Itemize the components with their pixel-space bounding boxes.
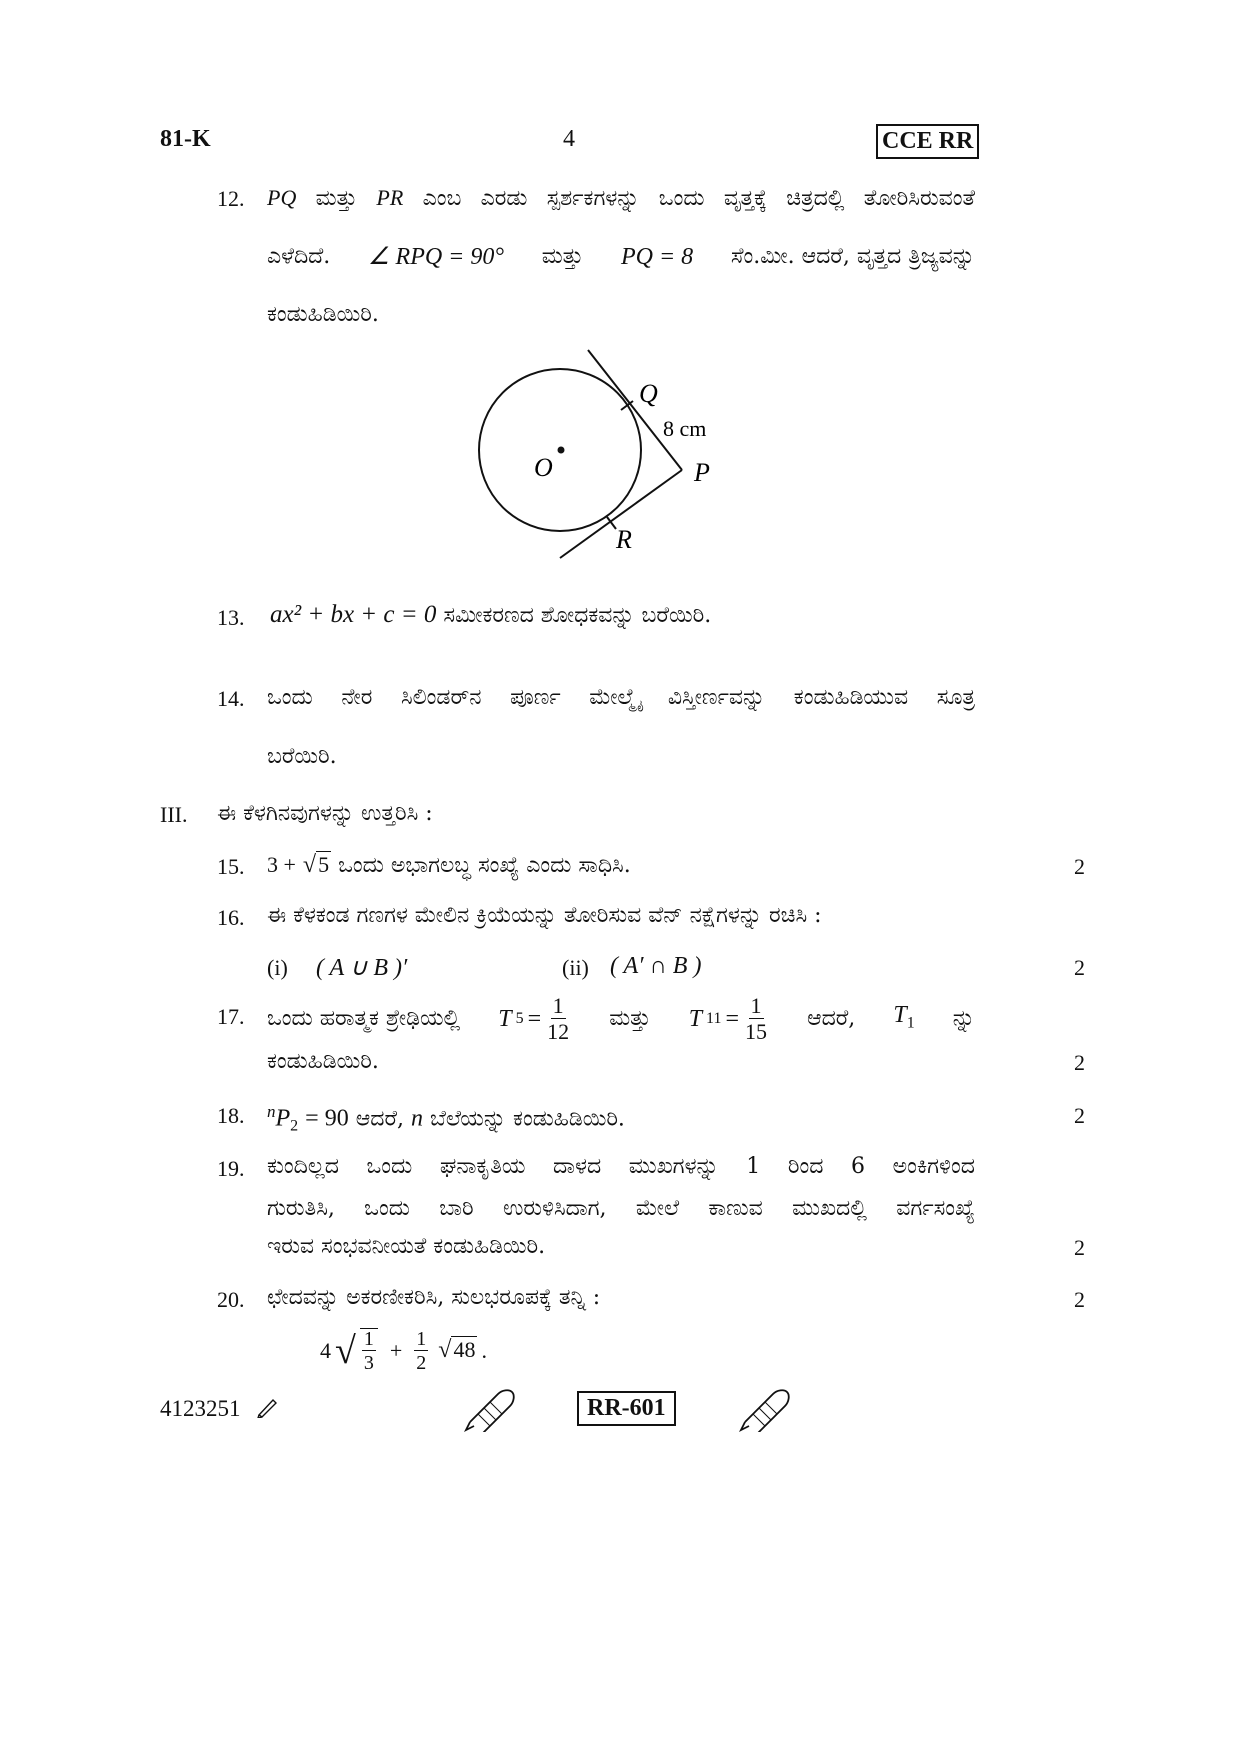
section-heading: ಈ ಕೆಳಗಿನವುಗಳನ್ನು ಉತ್ತರಿಸಿ : [217, 801, 433, 826]
q14-number: 14. [217, 686, 245, 711]
q17-t5-label: T [498, 1006, 512, 1032]
label-q: Q [639, 379, 658, 408]
q17-t5-fraction [545, 995, 571, 1043]
q20-fraction-2 [414, 1329, 428, 1373]
q17-marks: 2 [1074, 1050, 1085, 1075]
fraction-denominator: 2 [416, 1351, 427, 1374]
q20-number: 20. [217, 1287, 245, 1312]
tangent-pq [588, 350, 682, 470]
q19-line-3: ಇರುವ ಸಂಭವನೀಯತೆ ಕಂಡುಹಿಡಿಯಿರಿ. [267, 1234, 546, 1259]
q16-part1-expr: ( A ∪ B )′ [316, 955, 408, 981]
tangent-circle-figure [460, 340, 750, 570]
q18-line [267, 1097, 625, 1142]
fountain-pen-icon [462, 1384, 518, 1432]
fraction-numerator: 1 [363, 1328, 374, 1350]
q12-line-3: ಕಂಡುಹಿಡಿಯಿರಿ. [267, 302, 379, 327]
q12-text-2c: ಸೆಂ.ಮೀ. ಆದರೆ, ವೃತ್ತದ ತ್ರಿಜ್ಯವನ್ನು [730, 244, 975, 269]
label-r: R [616, 525, 632, 554]
page-number: 4 [563, 126, 575, 152]
q20-sqrt48 [438, 1337, 477, 1364]
label-8cm: 8 cm [663, 416, 707, 441]
fraction-denominator: 15 [745, 1019, 767, 1044]
fraction-numerator: 1 [750, 993, 762, 1018]
q20-expression [320, 1328, 487, 1373]
fraction-numerator: 1 [416, 1327, 427, 1350]
q17-t5-expr [498, 995, 571, 1043]
q12-text-1a: ಮತ್ತು [296, 186, 377, 211]
q18-marks: 2 [1074, 1103, 1085, 1128]
q17-line-2: ಕಂಡುಹಿಡಿಯಿರಿ. [267, 1049, 379, 1074]
q19-line-2: ಗುರುತಿಸಿ, ಒಂದು ಬಾರಿ ಉರುಳಿಸಿದಾಗ, ಮೇಲೆ ಕಾಣುವ ಮುಖದಲ್ಲಿ ವರ್ಗಸಂಖ್ಯೆ [267, 1196, 975, 1221]
q17-text-3: ಆದರೆ, [807, 1006, 856, 1031]
q13-equation: ax² + bx + c = 0 [270, 601, 437, 628]
sqrt-symbol: √ [438, 1337, 452, 1363]
series-code-box: CCE RR [876, 124, 979, 159]
sqrt-symbol: √ [335, 1329, 356, 1372]
q18-var: n [410, 1105, 423, 1132]
q18-sub: 2 [290, 1117, 299, 1135]
q17-t1-label: T [893, 1001, 907, 1028]
q12-number: 12. [217, 186, 245, 211]
fountain-pen-icon [737, 1384, 793, 1432]
q15-line [267, 850, 631, 881]
q15-radicand: 5 [318, 852, 330, 877]
q12-pr: PR [376, 185, 404, 210]
q20-fraction-1 [360, 1328, 378, 1373]
fraction-denominator: 3 [363, 1352, 374, 1374]
q17-t11-sub: 11 [706, 1010, 722, 1027]
fraction-denominator: 12 [547, 1019, 570, 1044]
q12-pq: PQ [267, 185, 297, 210]
q16-part2-label: (ii) [562, 955, 589, 980]
q17-text-2: ಮತ್ತು [609, 1006, 651, 1031]
q16-part2-expr: ( A′ ∩ B ) [610, 953, 702, 979]
q20-marks: 2 [1074, 1287, 1085, 1312]
q12-line-2 [267, 242, 975, 272]
q17-t1-expr [893, 1000, 914, 1038]
q19-marks: 2 [1074, 1235, 1085, 1260]
q20-end: . [481, 1337, 487, 1363]
q15-number: 15. [217, 854, 245, 879]
q16-marks: 2 [1074, 955, 1085, 980]
q14-line-2: ಬರೆಯಿರಿ. [267, 744, 337, 769]
sqrt-symbol: √ [302, 852, 317, 878]
q18-eq: = 90 [305, 1105, 349, 1132]
q19-number: 19. [217, 1156, 245, 1181]
q12-text-2a: ಎಳೆದಿದೆ. [267, 244, 331, 269]
q18-text-1: ಆದರೆ, [355, 1106, 404, 1132]
q19-line-1: ಕುಂದಿಲ್ಲದ ಒಂದು ಘನಾಕೃತಿಯ ದಾಳದ ಮುಖಗಳನ್ನು 1 ರಿಂದ 6 ಅಂಕಿಗಳಿಂದ [267, 1154, 975, 1179]
q17-t11-label: T [688, 1006, 703, 1032]
q12-line-1 [267, 183, 975, 214]
q14-line-1: ಒಂದು ನೇರ ಸಿಲಿಂಡರ್‌ನ ಪೂರ್ಣ ಮೇಲ್ಮೈ ವಿಸ್ತೀರ್ಣವನ್ನು ಕಂಡುಹಿಡಿಯುವ ಸೂತ್ರ [267, 685, 975, 710]
label-p: P [694, 458, 710, 487]
q15-prefix: 3 + [267, 852, 296, 877]
center-code-box: RR-601 [577, 1391, 676, 1426]
q20-plus: + [389, 1337, 403, 1363]
q12-pq-length: PQ = 8 [620, 244, 694, 270]
q16-text: ಈ ಕೆಳಕಂಡ ಗಣಗಳ ಮೇಲಿನ ಕ್ರಿಯೆಯನ್ನು ತೋರಿಸುವ ವೆನ್ ನಕ್ಷೆಗಳನ್ನು ರಚಿಸಿ : [267, 903, 822, 928]
q15-text: ಒಂದು ಅಭಾಗಲಬ್ಧ ಸಂಖ್ಯೆ ಎಂದು ಸಾಧಿಸಿ. [338, 853, 631, 878]
q12-text-2b: ಮತ್ತು [541, 244, 584, 269]
q15-marks: 2 [1074, 854, 1085, 879]
q17-text-1: ಒಂದು ಹರಾತ್ಮಕ ಶ್ರೇಢಿಯಲ್ಲಿ [267, 1006, 461, 1031]
q16-part1-label: (i) [267, 955, 288, 980]
q20-radicand: 48 [453, 1337, 476, 1362]
q18-p: P [275, 1105, 291, 1132]
footer-code: 4123251 [160, 1396, 241, 1421]
paper-code: 81-K [160, 126, 211, 152]
section-numeral: III. [160, 802, 188, 827]
q17-t1-sub: 1 [906, 1014, 915, 1032]
center-point [558, 447, 565, 454]
q17-t5-sub: 5 [515, 1010, 524, 1027]
q17-text-4: ನ್ನು [952, 1006, 975, 1031]
label-o: O [534, 453, 553, 482]
q17-line-1 [267, 993, 975, 1045]
q13-line [270, 600, 711, 631]
q18-sup: n [267, 1102, 276, 1121]
fraction-numerator: 1 [552, 993, 564, 1018]
equals-sign: = [527, 1006, 542, 1032]
q13-number: 13. [217, 605, 245, 630]
q12-angle: ∠ RPQ = 90° [368, 244, 504, 270]
q20-text: ಛೇದವನ್ನು ಅಕರಣೀಕರಿಸಿ, ಸುಲಭರೂಪಕ್ಕೆ ತನ್ನಿ : [267, 1285, 601, 1310]
q17-t11-expr [689, 995, 769, 1043]
q17-number: 17. [217, 1004, 245, 1029]
q17-t11-fraction [743, 995, 769, 1043]
pencil-icon [256, 1396, 280, 1418]
q13-text: ಸಮೀಕರಣದ ಶೋಧಕವನ್ನು ಬರೆಯಿರಿ. [443, 603, 712, 628]
q12-text-1b: ಎಂಬ ಎರಡು ಸ್ಪರ್ಶಕಗಳನ್ನು ಒಂದು ವೃತ್ತಕ್ಕೆ ಚಿತ್ರದಲ್ಲಿ ತೋರಿಸಿರುವಂತೆ [403, 186, 975, 211]
q18-number: 18. [217, 1103, 245, 1128]
q16-number: 16. [217, 905, 245, 930]
equals-sign: = [725, 1006, 739, 1032]
q18-text-2: ಬೆಲೆಯನ್ನು ಕಂಡುಹಿಡಿಯಿರಿ. [429, 1106, 625, 1132]
q20-coef: 4 [320, 1337, 331, 1363]
